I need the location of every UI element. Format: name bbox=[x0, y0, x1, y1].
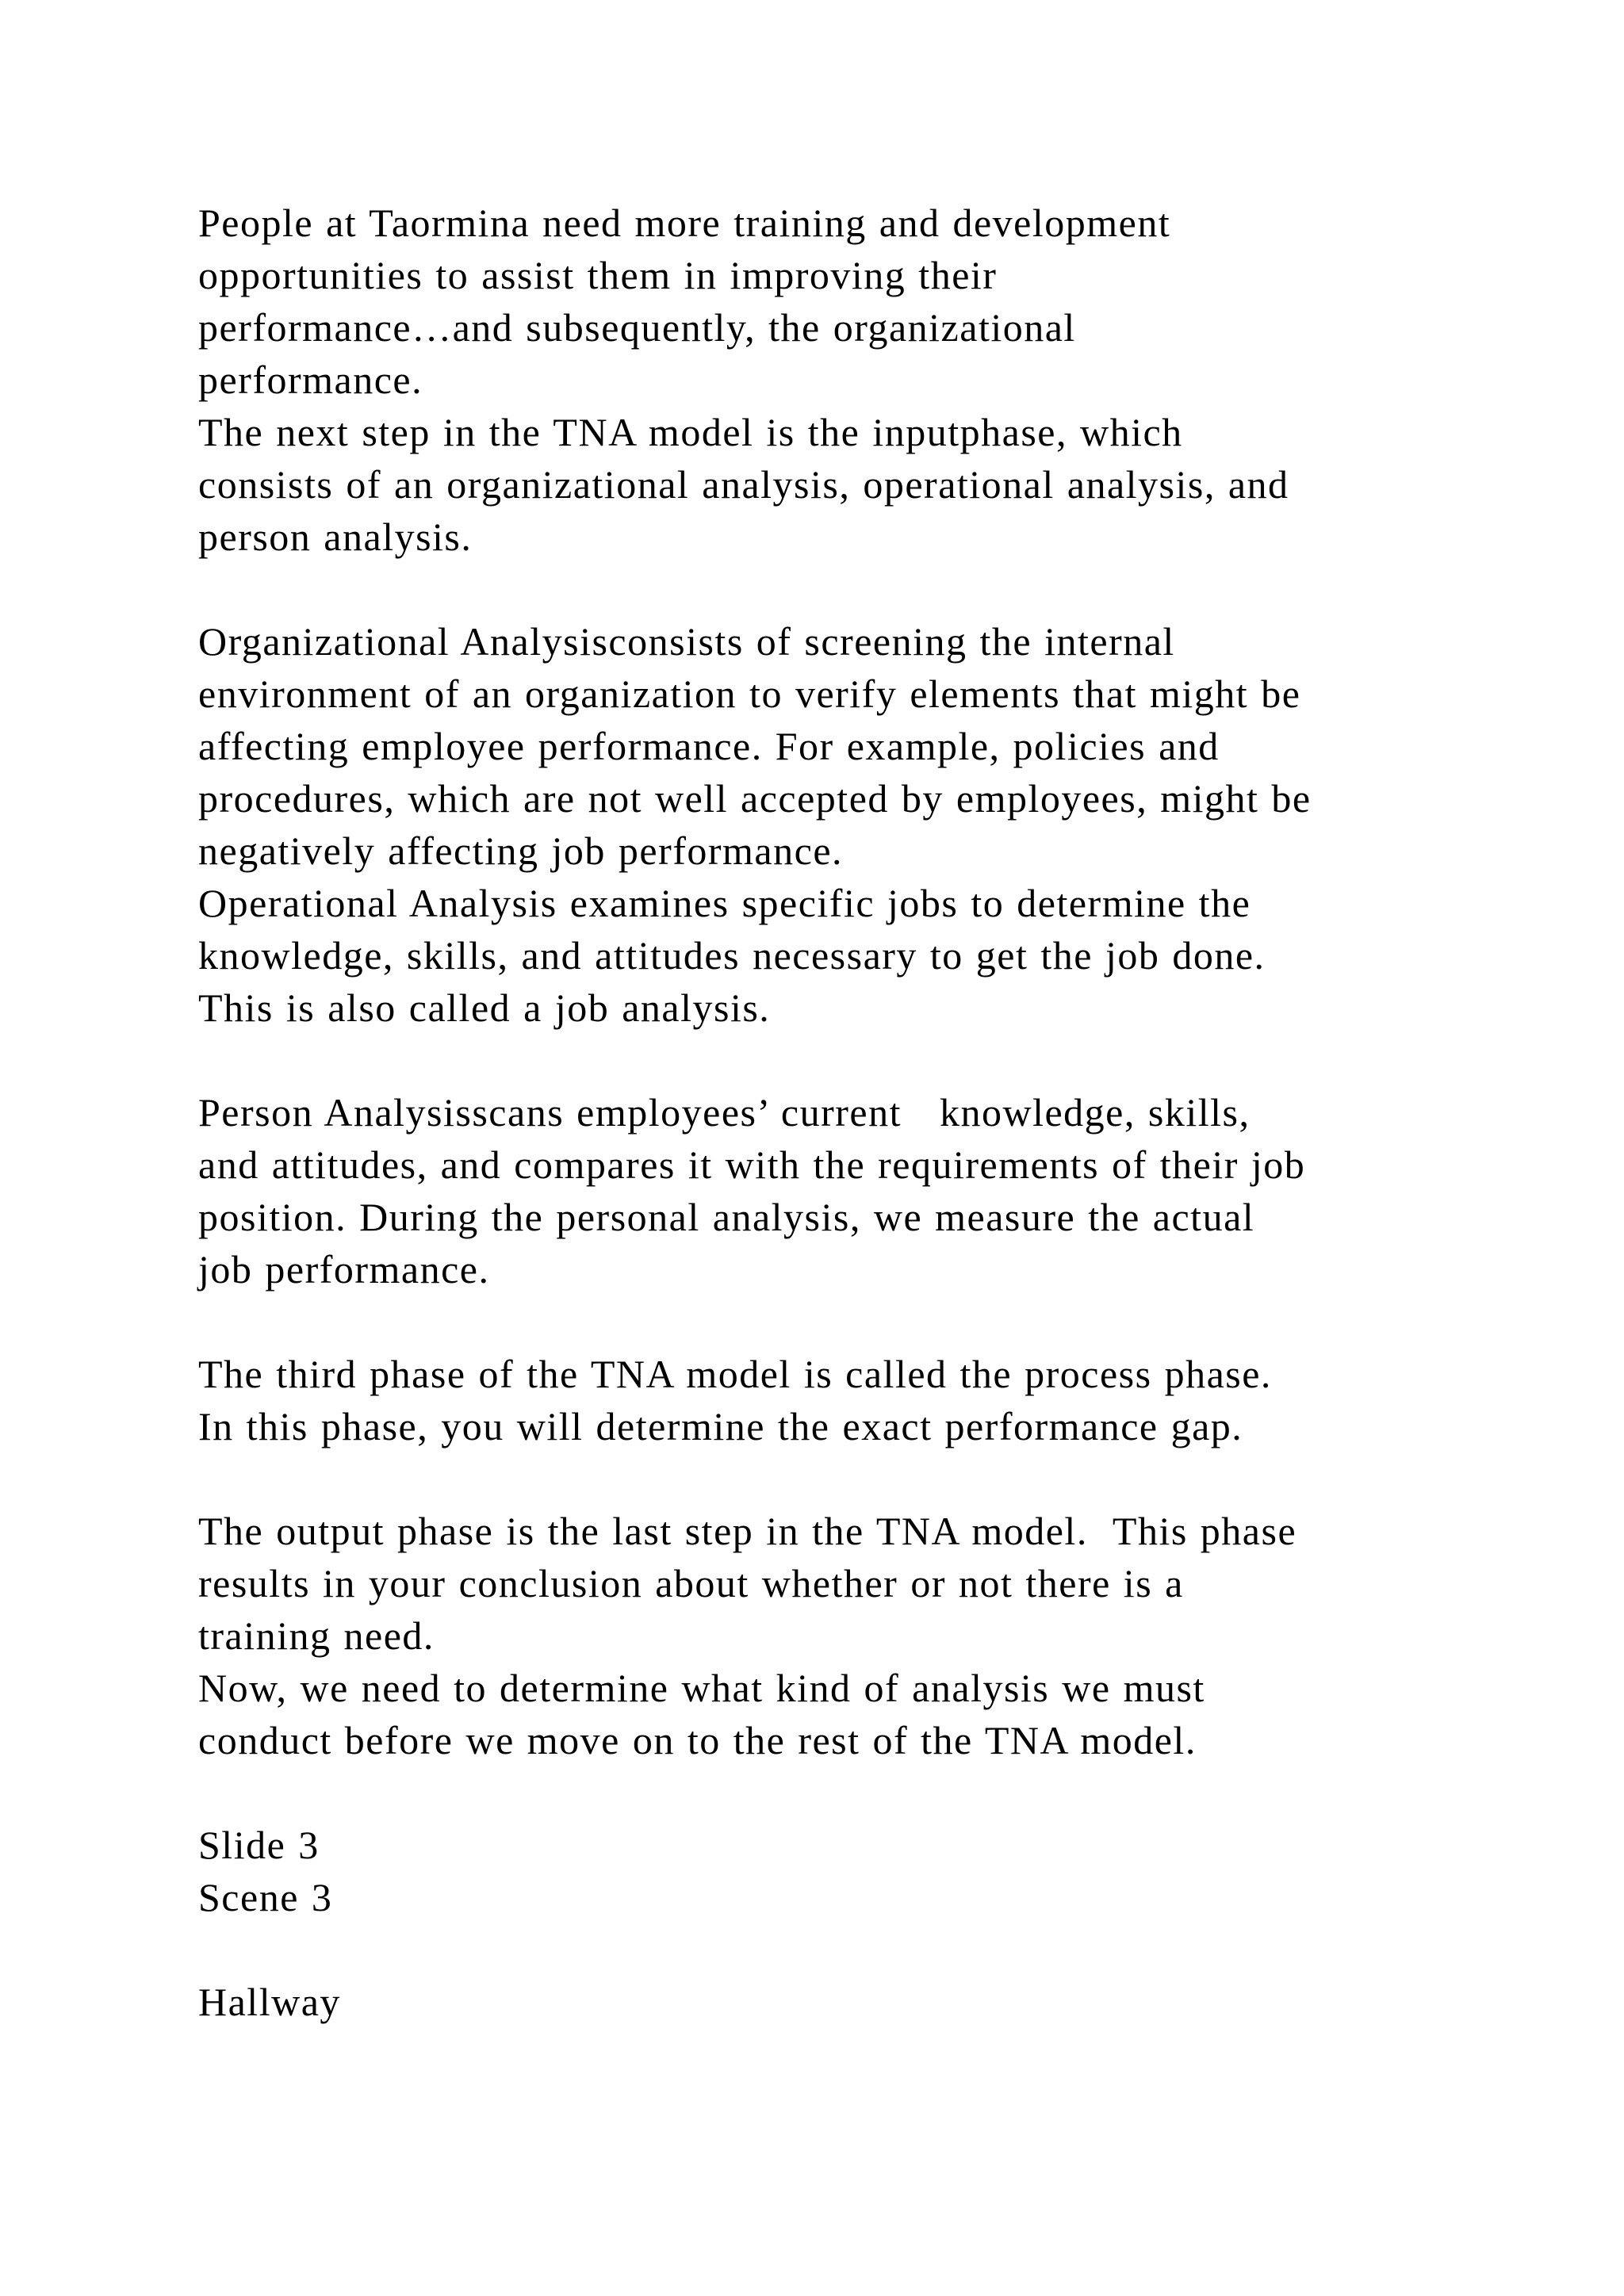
text-line: results in your conclusion about whether or not there is a bbox=[198, 1561, 1184, 1605]
text-line: training need. bbox=[198, 1613, 435, 1658]
text-line: person analysis. bbox=[198, 515, 473, 559]
text-line: procedures, which are not well accepted by employees, might be bbox=[198, 776, 1312, 821]
text-line: The next step in the TNA model is the inputphase, which bbox=[198, 410, 1183, 454]
text-line: environment of an organization to verify elements that might be bbox=[198, 672, 1301, 716]
scene-label: Scene 3 bbox=[198, 1875, 333, 1919]
blank-line bbox=[198, 563, 1546, 615]
blank-line bbox=[198, 1923, 1546, 1976]
text-line: affecting employee performance. For example, policies and bbox=[198, 724, 1220, 768]
paragraph-1 bbox=[198, 197, 1546, 563]
text-line: Now, we need to determine what kind of analysis we must bbox=[198, 1666, 1205, 1710]
text-line: People at Taormina need more training and development bbox=[198, 201, 1171, 245]
paragraph-4 bbox=[198, 1348, 1546, 1452]
text-line: Organizational Analysisconsists of screening the internal bbox=[198, 619, 1175, 664]
text-line: Person Analysisscans employees’ current knowledge, skills, bbox=[198, 1090, 1251, 1135]
text-line: knowledge, skills, and attitudes necessary to get the job done. bbox=[198, 933, 1266, 978]
location-label: Hallway bbox=[198, 1980, 341, 2024]
blank-line bbox=[198, 1766, 1546, 1819]
text-line: The output phase is the last step in the TNA model. This phase bbox=[198, 1509, 1297, 1553]
text-line: Operational Analysis examines specific jobs to determine the bbox=[198, 881, 1251, 925]
paragraph-5 bbox=[198, 1505, 1546, 1766]
blank-line bbox=[198, 1452, 1546, 1505]
slide-label: Slide 3 bbox=[198, 1823, 320, 1867]
text-line: This is also called a job analysis. bbox=[198, 985, 771, 1030]
text-line: and attitudes, and compares it with the requirements of their job bbox=[198, 1142, 1306, 1187]
text-line: negatively affecting job performance. bbox=[198, 828, 844, 873]
text-line: The third phase of the TNA model is called the process phase. bbox=[198, 1352, 1272, 1396]
paragraph-2 bbox=[198, 615, 1546, 1034]
blank-line bbox=[198, 1295, 1546, 1348]
paragraph-3 bbox=[198, 1086, 1546, 1295]
text-line: performance. bbox=[198, 358, 423, 402]
text-line: In this phase, you will determine the exact performance gap. bbox=[198, 1404, 1243, 1448]
text-line: conduct before we move on to the rest of the TNA model. bbox=[198, 1718, 1197, 1762]
document-body bbox=[198, 197, 1546, 2028]
text-line: opportunities to assist them in improving their bbox=[198, 253, 998, 297]
text-line: position. During the personal analysis, we measure the actual bbox=[198, 1195, 1255, 1239]
text-line: performance…and subsequently, the organizational bbox=[198, 305, 1076, 350]
text-line: consists of an organizational analysis, operational analysis, and bbox=[198, 462, 1289, 507]
blank-line bbox=[198, 1034, 1546, 1086]
text-line: job performance. bbox=[198, 1247, 490, 1292]
